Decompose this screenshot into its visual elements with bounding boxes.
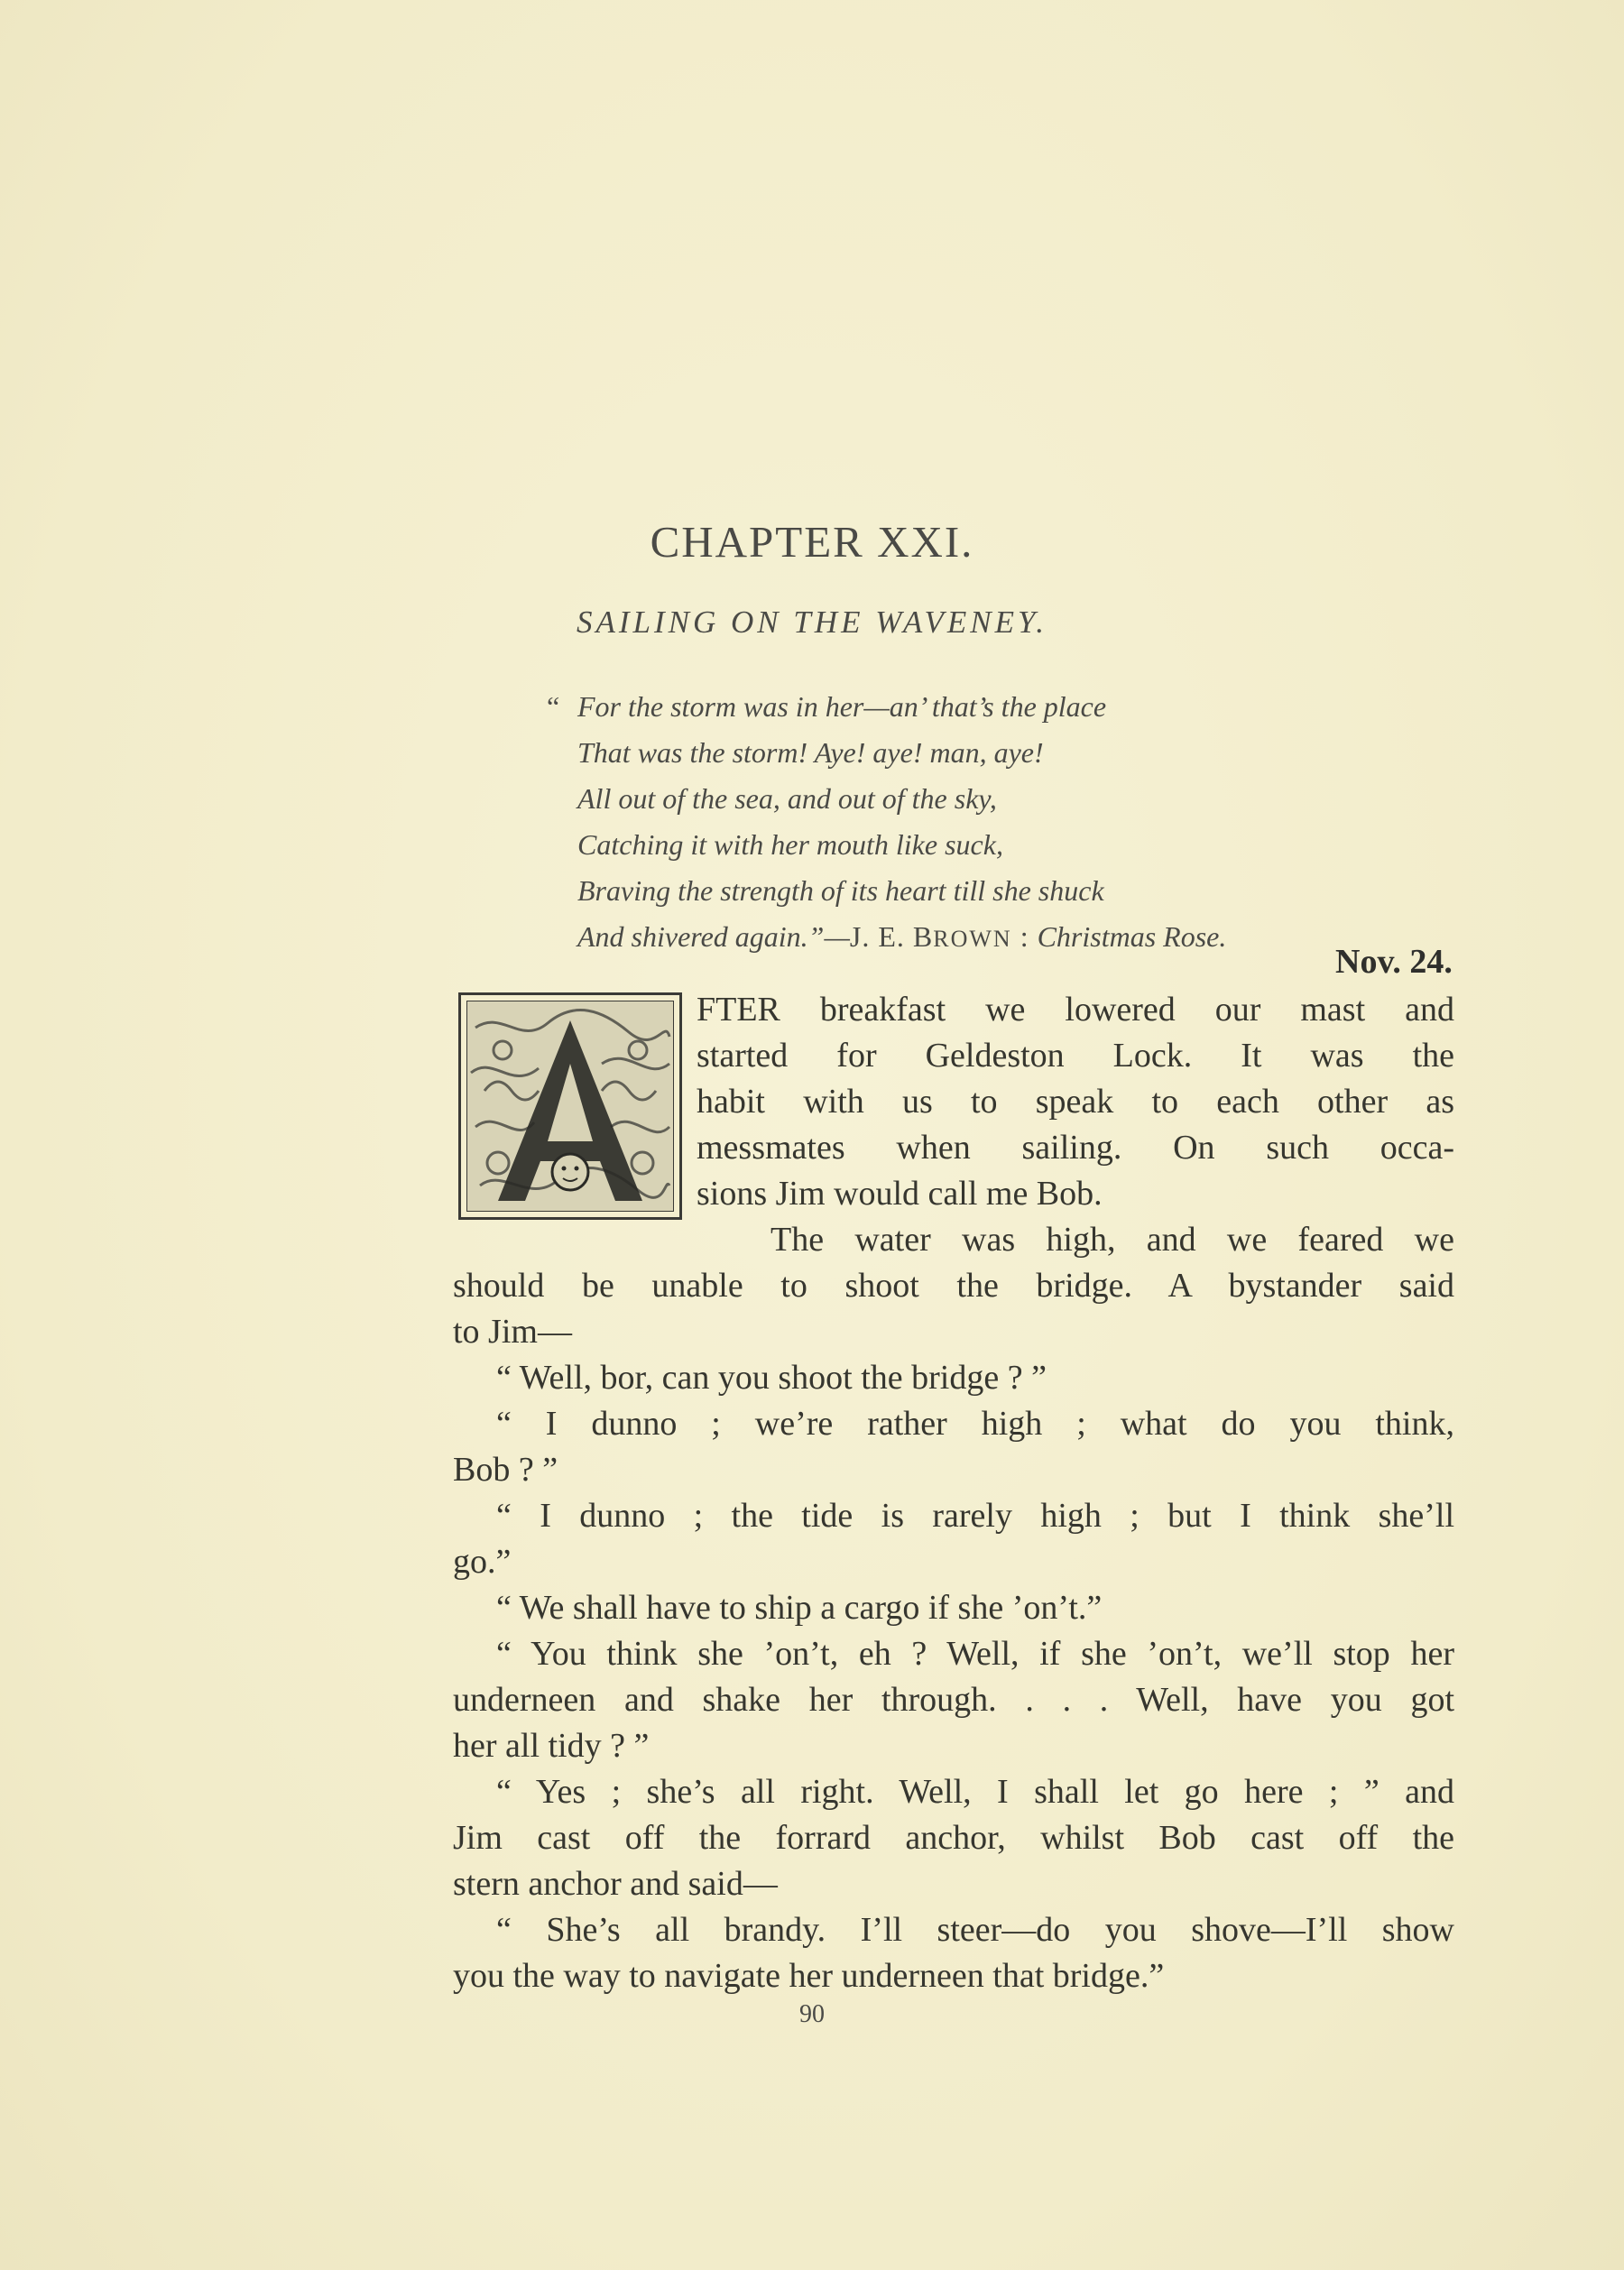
- text-line: sions Jim would call me Bob.: [697, 1175, 1103, 1213]
- dropcap-ornament-icon: [466, 1001, 674, 1212]
- epigraph-author: [850, 920, 1038, 953]
- author-surname-rest: ROWN: [933, 926, 1012, 952]
- text-line: FTER breakfast we lowered our mast and: [697, 991, 1454, 1029]
- epigraph-last-line: [577, 914, 1444, 962]
- epigraph-line-text: For the storm was in her—an’ that’s the place: [577, 690, 1107, 723]
- epigraph-line: [547, 684, 1444, 730]
- epigraph-open-quote: “: [547, 690, 560, 723]
- chapter-subtitle: SAILING ON THE WAVENEY.: [576, 604, 1048, 640]
- epigraph-line: That was the storm! Aye! aye! man, aye!: [577, 736, 1044, 769]
- text-line: to Jim—: [453, 1313, 572, 1351]
- text-line: Bob ? ”: [453, 1451, 558, 1489]
- text-line: should be unable to shoot the bridge. A bystander said: [453, 1267, 1454, 1305]
- text-line: habit with us to speak to each other as: [697, 1083, 1454, 1121]
- text-line: “ Yes ; she’s all right. Well, I shall let go here ; ” and: [496, 1773, 1454, 1811]
- epigraph-line: All out of the sea, and out of the sky,: [577, 782, 997, 815]
- page-number: 90: [799, 2000, 825, 2028]
- text-line: “ I dunno ; the tide is rarely high ; but I think she’ll: [496, 1497, 1454, 1535]
- author-separator: :: [1011, 920, 1038, 953]
- text-line: started for Geldeston Lock. It was the: [697, 1037, 1454, 1075]
- epigraph: [547, 684, 1444, 962]
- opening-paragraph: [697, 987, 1454, 1217]
- epigraph-work: Christmas Rose.: [1037, 920, 1227, 953]
- date-marginalia: Nov. 24.: [1335, 943, 1453, 981]
- text-line: “ I dunno ; we’re rather high ; what do you think,: [496, 1405, 1454, 1443]
- ornamental-dropcap: [458, 992, 682, 1220]
- text-line: go.”: [453, 1543, 512, 1581]
- text-line: you the way to navigate her underneen that bridge.”: [453, 1957, 1165, 1995]
- author-initial-b: B: [912, 920, 934, 953]
- epigraph-line: Catching it with her mouth like suck,: [577, 828, 1003, 861]
- author-initials: J. E.: [849, 920, 913, 953]
- text-line: “ Well, bor, can you shoot the bridge ? ”: [496, 1359, 1047, 1397]
- text-line: her all tidy ? ”: [453, 1727, 650, 1765]
- text-line: “ You think she ’on’t, eh ? Well, if she ’on’t, we’ll stop her: [496, 1635, 1454, 1673]
- text-line: stern anchor and said—: [453, 1865, 778, 1903]
- epigraph-line-text: And shivered again.”—: [577, 920, 850, 953]
- text-line: “ She’s all brandy. I’ll steer—do you shove—I’ll show: [496, 1911, 1454, 1949]
- text-line: Jim cast off the forrard anchor, whilst Bob cast off the: [453, 1819, 1454, 1857]
- text-line: underneen and shake her through. . . . Well, have you got: [453, 1681, 1454, 1719]
- text-line: “ We shall have to ship a cargo if she ’on’t.”: [496, 1589, 1103, 1627]
- text-line: messmates when sailing. On such occa-: [697, 1129, 1454, 1167]
- text-line: The water was high, and we feared we: [770, 1221, 1454, 1259]
- chapter-title: CHAPTER XXI.: [650, 517, 974, 567]
- epigraph-line: Braving the strength of its heart till she shuck: [577, 874, 1104, 907]
- main-text: [453, 1217, 1454, 1999]
